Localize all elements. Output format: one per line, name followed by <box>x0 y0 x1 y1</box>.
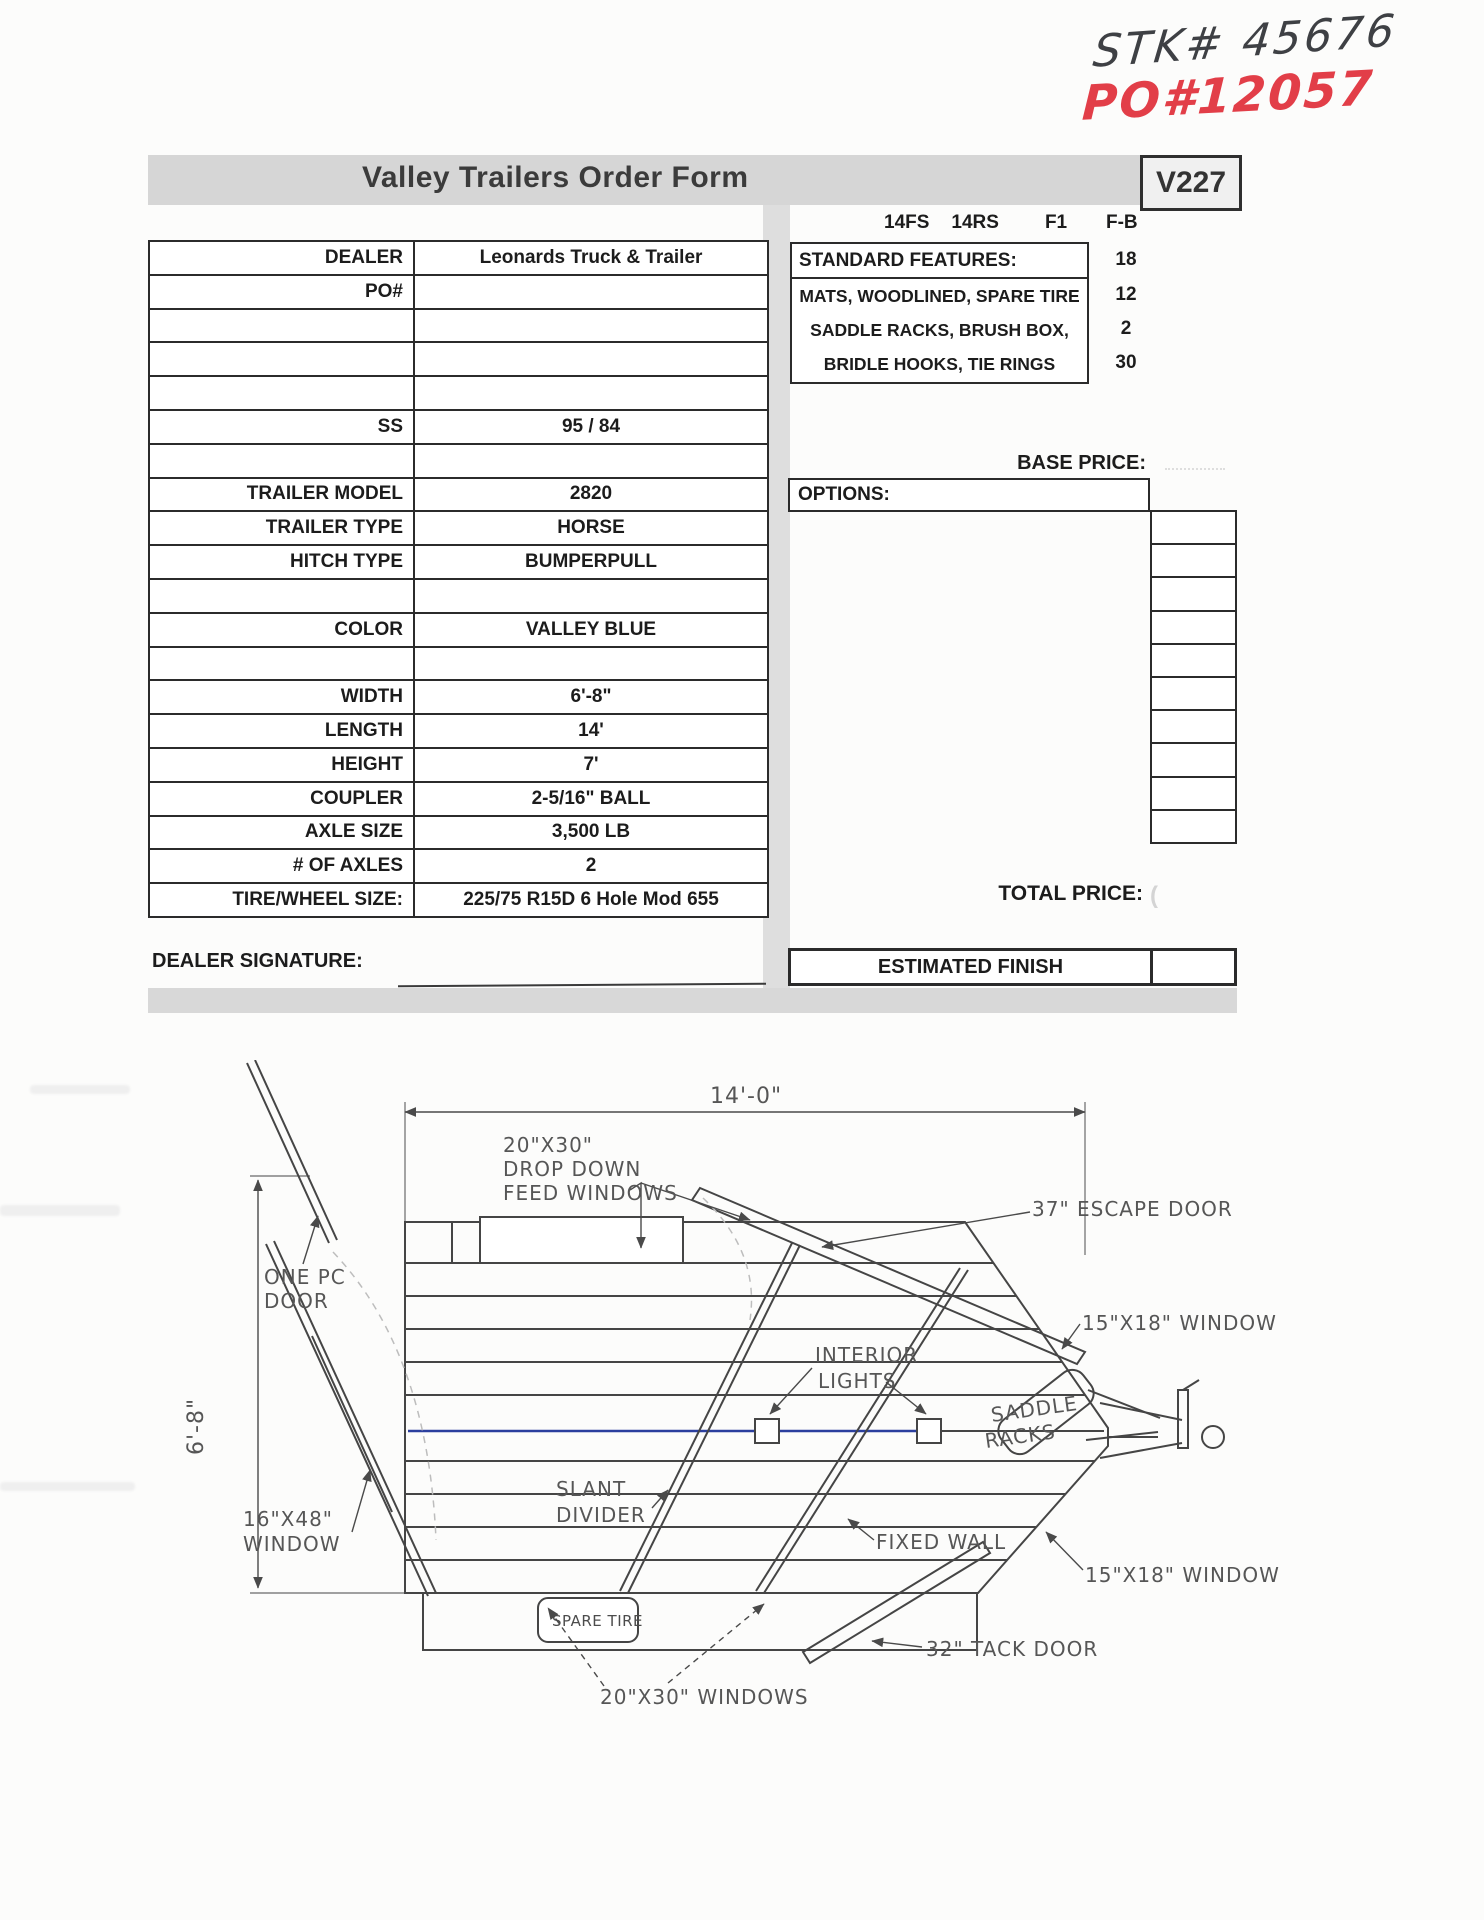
spec-label <box>150 445 415 477</box>
table-row <box>150 411 767 445</box>
spec-label: COLOR <box>150 614 415 646</box>
option-price-cell[interactable] <box>1152 545 1235 578</box>
hitch-ball <box>1202 1426 1224 1448</box>
options-label: OPTIONS: <box>798 484 890 505</box>
form-code: V227 <box>1155 166 1227 199</box>
one-pc-door-label: ONE PC <box>264 1265 346 1289</box>
signature-line[interactable] <box>398 983 766 988</box>
spec-value[interactable]: 2-5/16" BALL <box>531 787 651 809</box>
code-14rs: 14RS <box>951 212 999 233</box>
spec-value[interactable]: 3,500 LB <box>551 821 631 843</box>
dealer-signature-label: DEALER SIGNATURE: <box>152 950 363 972</box>
spec-value[interactable]: 7' <box>583 753 599 775</box>
spec-value[interactable]: 2 <box>585 855 597 877</box>
spec-table <box>148 240 769 918</box>
spec-value[interactable] <box>415 377 767 409</box>
estimated-finish-label: ESTIMATED FINISH <box>877 955 1064 978</box>
spec-label: TIRE/WHEEL SIZE: <box>150 884 415 916</box>
handwritten-po-number: PO#12057 <box>1080 60 1376 132</box>
spec-label <box>150 343 415 375</box>
option-price-cell[interactable] <box>1152 578 1235 611</box>
spec-value[interactable]: 6'-8" <box>570 686 612 708</box>
spec-value[interactable] <box>415 310 767 342</box>
code-14fs: 14FS <box>884 212 930 233</box>
total-price-value[interactable] <box>1150 878 1237 908</box>
table-row <box>150 546 767 580</box>
spec-value[interactable] <box>415 276 767 308</box>
option-price-cell[interactable] <box>1152 612 1235 645</box>
spare-tire-label: SPARE TIRE <box>552 1612 644 1630</box>
option-price-cell[interactable] <box>1152 778 1235 811</box>
spec-value[interactable]: VALLEY BLUE <box>525 618 657 640</box>
slant-divider-label: DIVIDER <box>556 1503 646 1527</box>
code-f1: F1 <box>1044 212 1068 233</box>
table-row <box>150 783 767 817</box>
spec-label: PO# <box>150 276 415 308</box>
spec-label: SS <box>150 411 415 443</box>
interior-lights-label: LIGHTS <box>818 1369 897 1393</box>
interior-light-fixture <box>917 1419 941 1443</box>
option-price-cell[interactable] <box>1152 811 1235 842</box>
spec-value[interactable]: BUMPERPULL <box>525 551 657 573</box>
spec-value[interactable] <box>415 648 767 680</box>
table-row <box>150 343 767 377</box>
coupler-hitch <box>1100 1380 1224 1458</box>
feature-value: 18 <box>1115 249 1137 271</box>
table-row <box>150 512 767 546</box>
bottom-bar <box>148 988 1237 1013</box>
feature-values <box>1102 243 1150 381</box>
feature-line: SADDLE RACKS, BRUSH BOX, <box>810 319 1069 340</box>
feature-line: MATS, WOODLINED, SPARE TIRE <box>799 285 1080 306</box>
spec-label: LENGTH <box>150 715 415 747</box>
length-dimension-label: 14'-0" <box>710 1084 783 1109</box>
option-price-column <box>1150 510 1237 844</box>
one-pc-door-label: DOOR <box>264 1289 329 1313</box>
spec-label: AXLE SIZE <box>150 817 415 849</box>
spec-label: HEIGHT <box>150 749 415 781</box>
option-price-cell[interactable] <box>1152 512 1235 545</box>
tack-door-label: 32" TACK DOOR <box>926 1637 1099 1661</box>
spec-value[interactable] <box>415 343 767 375</box>
table-row <box>150 614 767 648</box>
spec-value[interactable]: Leonards Truck & Trailer <box>479 246 703 268</box>
table-row <box>150 310 767 344</box>
feed-windows-label: DROP DOWN <box>503 1157 642 1181</box>
fixed-wall-label: FIXED WALL <box>876 1530 1007 1554</box>
model-codes <box>884 212 1089 234</box>
options-area[interactable] <box>788 512 1150 844</box>
spec-label <box>150 310 415 342</box>
page-title: Valley Trailers Order Form <box>362 161 749 194</box>
table-row <box>150 817 767 851</box>
spec-value[interactable]: 2820 <box>569 483 613 505</box>
spec-label: COUPLER <box>150 783 415 815</box>
spec-label: WIDTH <box>150 681 415 713</box>
interior-lights-label: INTERIOR <box>815 1343 919 1367</box>
table-row <box>150 681 767 715</box>
trailer-diagram <box>100 1060 1280 1800</box>
spec-value[interactable]: 95 / 84 <box>561 415 621 437</box>
standard-features-heading: STANDARD FEATURES: <box>792 244 1087 279</box>
spec-label <box>150 648 415 680</box>
table-row <box>150 884 767 916</box>
window-16x48-label: 16"X48" <box>243 1507 333 1531</box>
feed-windows-label: FEED WINDOWS <box>503 1181 678 1205</box>
spec-value[interactable] <box>415 580 767 612</box>
spec-label <box>150 377 415 409</box>
height-dimension-label: 6'-8" <box>184 1397 209 1455</box>
table-row <box>150 715 767 749</box>
table-row <box>150 445 767 479</box>
option-price-cell[interactable] <box>1152 711 1235 744</box>
spec-label: TRAILER TYPE <box>150 512 415 544</box>
interior-light-fixture <box>755 1419 779 1443</box>
form-code-badge <box>1140 155 1242 211</box>
option-price-cell[interactable] <box>1152 645 1235 678</box>
escape-door-flap <box>692 1188 1085 1364</box>
axle-code: F-B <box>1106 212 1138 233</box>
table-row <box>150 580 767 614</box>
feature-value: 2 <box>1120 317 1132 339</box>
saddle-racks-label: RACKS <box>983 1419 1058 1453</box>
table-row <box>150 276 767 310</box>
slant-divider-label: SLANT <box>556 1477 627 1501</box>
feed-windows-label: 20"X30" <box>503 1133 593 1157</box>
table-row <box>150 377 767 411</box>
spec-value[interactable]: HORSE <box>557 517 625 539</box>
options-header <box>788 478 1150 512</box>
option-price-cell[interactable] <box>1152 744 1235 777</box>
spec-value[interactable]: 14' <box>578 720 604 742</box>
total-price-label: TOTAL PRICE: <box>998 882 1143 905</box>
handwritten-stock-number: STK# 45676 <box>1090 5 1400 78</box>
option-price-cell[interactable] <box>1152 678 1235 711</box>
windows-20x30-label: 20"X30" WINDOWS <box>600 1685 809 1709</box>
window-16x48-label: WINDOW <box>243 1532 341 1556</box>
window-15x18-top-label: 15"X18" WINDOW <box>1082 1311 1277 1335</box>
table-row <box>150 648 767 682</box>
spec-value[interactable] <box>415 445 767 477</box>
table-row <box>150 749 767 783</box>
estimated-finish-box <box>788 948 1237 986</box>
saddle-racks-label: SADDLE <box>989 1391 1080 1427</box>
window-15x18-bottom-label: 15"X18" WINDOW <box>1085 1563 1280 1587</box>
spec-value[interactable]: 225/75 R15D 6 Hole Mod 655 <box>463 889 719 911</box>
table-row <box>150 242 767 276</box>
estimated-finish-value[interactable] <box>1150 951 1234 983</box>
faint-currency-mark: ( <box>1150 882 1158 909</box>
spec-label: TRAILER MODEL <box>150 479 415 511</box>
standard-features-box <box>790 242 1089 384</box>
feature-value: 12 <box>1115 283 1137 305</box>
table-row <box>150 479 767 513</box>
spec-label <box>150 580 415 612</box>
spec-label: # OF AXLES <box>150 850 415 882</box>
table-row <box>150 850 767 884</box>
base-price-label: BASE PRICE: <box>1017 452 1146 474</box>
base-price-value[interactable] <box>1152 450 1237 476</box>
feature-value: 30 <box>1115 352 1137 374</box>
escape-door-label: 37" ESCAPE DOOR <box>1032 1197 1233 1221</box>
feature-line: BRIDLE HOOKS, TIE RINGS <box>823 353 1056 374</box>
spec-label: DEALER <box>150 242 415 274</box>
spec-label: HITCH TYPE <box>150 546 415 578</box>
